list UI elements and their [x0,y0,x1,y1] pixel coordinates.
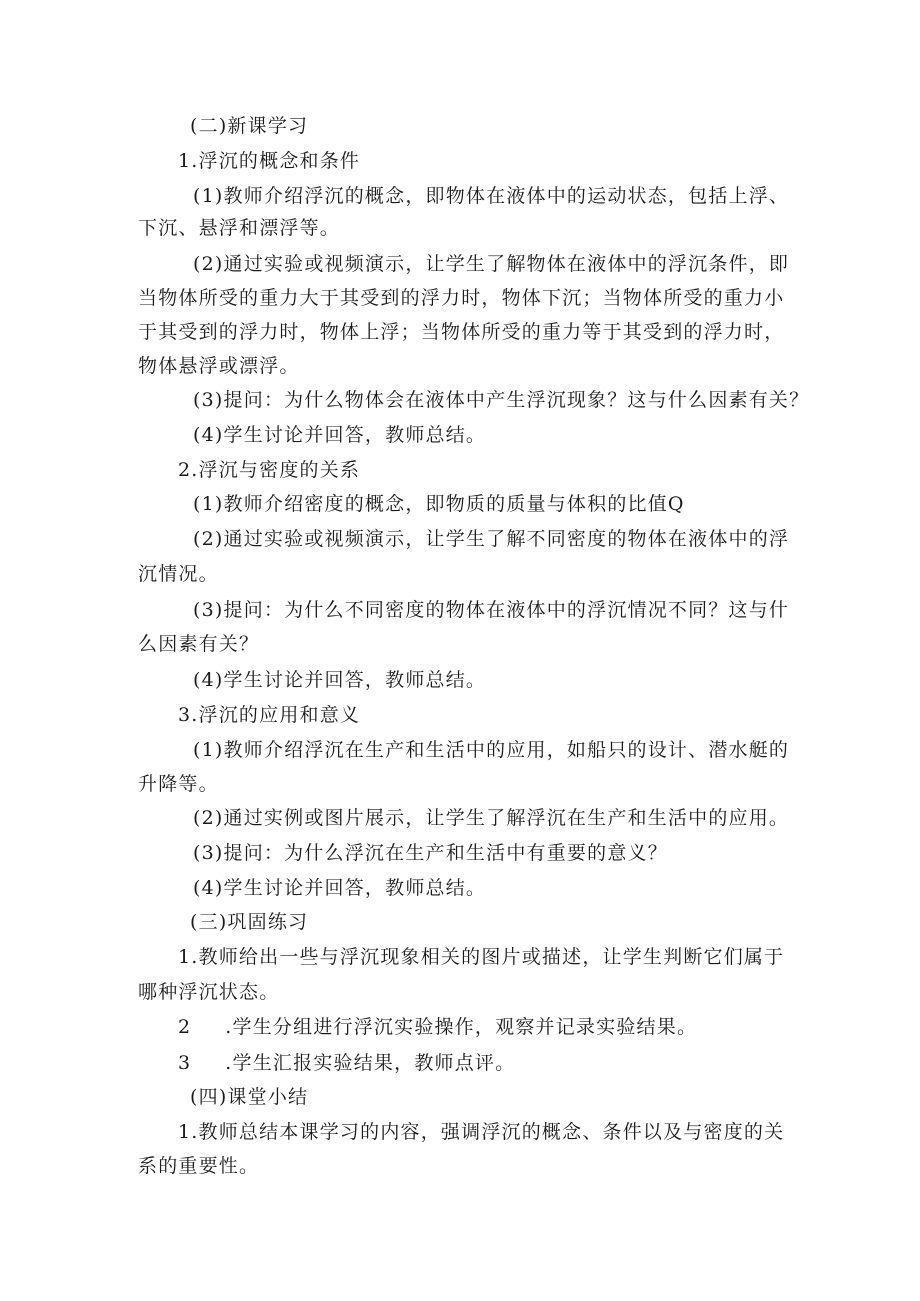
paragraph-line: 1.教师给出一些与浮沉现象相关的图片或描述，让学生判断它们属于 [178,946,785,968]
paragraph-line [178,1015,697,1039]
section-heading: (二)新课学习 [190,115,309,137]
section-heading: (四)课堂小结 [190,1086,309,1108]
paragraph-line: (3)提问：为什么不同密度的物体在液体中的浮沉情况不同？这与什 [193,599,790,621]
paragraph-line: (2)通过实验或视频演示，让学生了解不同密度的物体在液体中的浮 [193,528,790,550]
paragraph-line: 当物体所受的重力大于其受到的浮力时，物体下沉；当物体所受的重力小 [138,287,785,309]
paragraph-line: (3)提问：为什么物体会在液体中产生浮沉现象？这与什么因素有关？ [193,389,810,411]
list-number: 3 [178,1052,192,1074]
paragraph-line: (1)教师介绍浮沉在生产和生活中的应用，如船只的设计、潜水艇的 [193,739,790,761]
subsection-heading: 2.浮沉与密度的关系 [178,459,361,481]
paragraph-line: 下沉、悬浮和漂浮等。 [138,217,341,239]
paragraph-line: (4)学生讨论并回答，教师总结。 [193,669,487,691]
section-heading: (三)巩固练习 [190,911,309,933]
paragraph-line: (3)提问：为什么浮沉在生产和生活中有重要的意义？ [193,842,668,864]
paragraph-line: 升降等。 [138,773,219,795]
paragraph-line: (1)教师介绍密度的概念，即物质的质量与体积的比值Q [193,493,685,515]
list-text: .学生汇报实验结果，教师点评。 [225,1052,516,1074]
paragraph-line: (2)通过实验或视频演示，让学生了解物体在液体中的浮沉条件，即 [193,253,790,275]
paragraph-line: 于其受到的浮力时，物体上浮；当物体所受的重力等于其受到的浮力时， [138,321,785,343]
paragraph-line: (1)教师介绍浮沉的概念，即物体在液体中的运动状态，包括上浮、 [193,185,790,207]
paragraph-line: 沉情况。 [138,563,219,585]
paragraph-line: (4)学生讨论并回答，教师总结。 [193,424,487,446]
paragraph-line: 么因素有关？ [138,633,260,655]
paragraph-line: 系的重要性。 [138,1155,260,1177]
paragraph-line: 哪种浮沉状态。 [138,981,280,1003]
subsection-heading: 3.浮沉的应用和意义 [178,704,361,726]
paragraph-line [178,1051,515,1075]
list-text: .学生分组进行浮沉实验操作，观察并记录实验结果。 [225,1016,698,1038]
paragraph-line: 物体悬浮或漂浮。 [138,355,300,377]
paragraph-line: (2)通过实例或图片展示，让学生了解浮沉在生产和生活中的应用。 [193,807,790,829]
paragraph-line: 1.教师总结本课学习的内容，强调浮沉的概念、条件以及与密度的关 [178,1121,785,1143]
subsection-heading: 1.浮沉的概念和条件 [178,150,361,172]
paragraph-line: (4)学生讨论并回答，教师总结。 [193,877,487,899]
list-number: 2 [178,1016,192,1038]
